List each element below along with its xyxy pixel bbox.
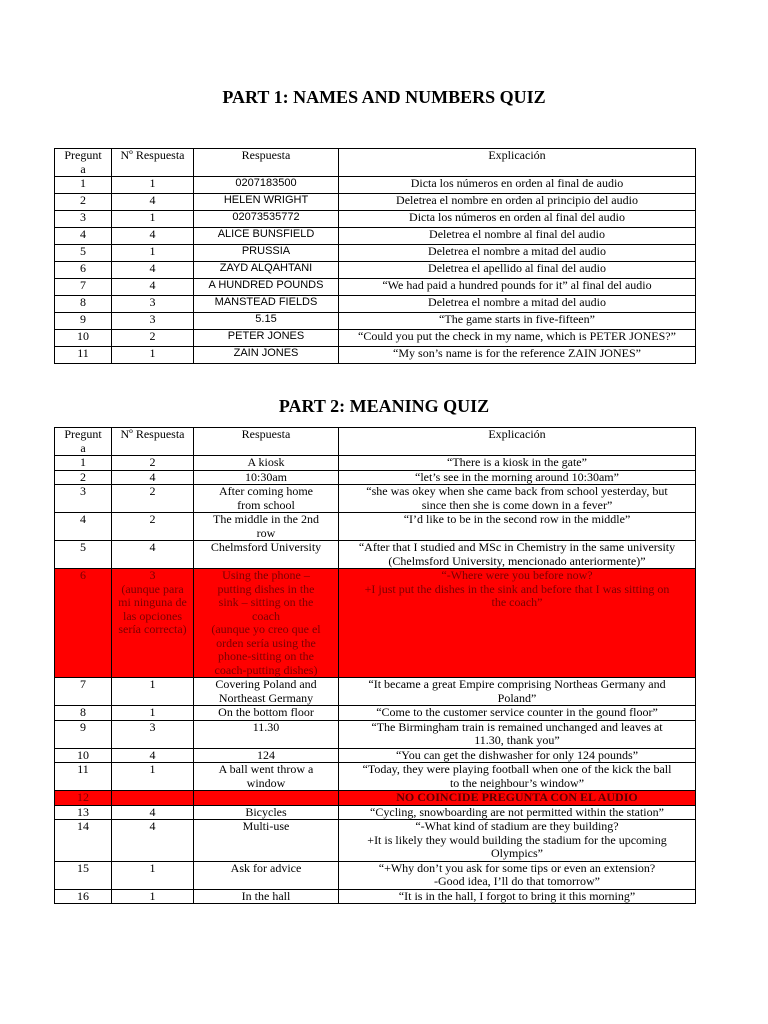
table-row	[55, 720, 696, 748]
table-header-row	[55, 428, 696, 456]
table-header-row	[55, 149, 696, 177]
cell-explicacion: “There is a kiosk in the gate”	[339, 456, 696, 471]
header-pregunta: Pregunt a	[55, 149, 112, 177]
part1-table	[54, 148, 696, 364]
cell-respuesta: ZAYD ALQAHTANI	[194, 262, 339, 279]
cell-respuesta: MANSTEAD FIELDS	[194, 296, 339, 313]
cell-explicacion: Deletrea el nombre a mitad del audio	[339, 245, 696, 262]
table-row	[55, 791, 696, 806]
cell-respuesta: A kiosk	[194, 456, 339, 471]
cell-num-respuesta: 2	[112, 456, 194, 471]
header-respuesta: Respuesta	[194, 428, 339, 456]
cell-pregunta: 1	[55, 456, 112, 471]
cell-num-respuesta: 1	[112, 177, 194, 194]
cell-respuesta: 5.15	[194, 313, 339, 330]
cell-num-respuesta: 2	[112, 485, 194, 513]
cell-explicacion: “Today, they were playing football when one of the kick the ball to the neighbour’s window”	[339, 763, 696, 791]
part2-title: PART 2: MEANING QUIZ	[278, 396, 490, 416]
cell-respuesta: PETER JONES	[194, 330, 339, 347]
cell-explicacion: Dicta los números en orden al final de audio	[339, 177, 696, 194]
cell-num-respuesta: 1	[112, 211, 194, 228]
cell-num-respuesta: 4	[112, 262, 194, 279]
cell-pregunta: 15	[55, 861, 112, 889]
cell-explicacion: “Could you put the check in my name, which is PETER JONES?”	[339, 330, 696, 347]
table-row	[55, 470, 696, 485]
cell-explicacion: “It is in the hall, I forgot to bring it this morning”	[339, 889, 696, 904]
cell-explicacion: “she was okey when she came back from school yesterday, but since then she is come down in a fever”	[339, 485, 696, 513]
cell-explicacion: Deletrea el nombre en orden al principio del audio	[339, 194, 696, 211]
cell-explicacion: Deletrea el apellido al final del audio	[339, 262, 696, 279]
cell-explicacion: “My son’s name is for the reference ZAIN JONES”	[339, 347, 696, 364]
cell-respuesta: Bicycles	[194, 805, 339, 820]
table-row	[55, 706, 696, 721]
cell-num-respuesta: 4	[112, 279, 194, 296]
cell-num-respuesta: 4	[112, 805, 194, 820]
header-num-respuesta: Nº Respuesta	[112, 149, 194, 177]
cell-pregunta: 9	[55, 313, 112, 330]
cell-num-respuesta: 1	[112, 763, 194, 791]
cell-num-respuesta: 4	[112, 748, 194, 763]
table-row	[55, 805, 696, 820]
cell-respuesta: HELEN WRIGHT	[194, 194, 339, 211]
cell-respuesta: Multi-use	[194, 820, 339, 862]
cell-explicacion: “+Why don’t you ask for some tips or even an extension? -Good idea, I’ll do that tomorrow”	[339, 861, 696, 889]
cell-respuesta: A ball went throw a window	[194, 763, 339, 791]
cell-respuesta: Using the phone – putting dishes in the sink – sitting on the coach (aunque yo creo que el orden sería using the phone-sitting on the coach-putting dishes)	[194, 569, 339, 678]
cell-num-respuesta: 2	[112, 513, 194, 541]
table-row	[55, 228, 696, 245]
cell-num-respuesta: 4	[112, 541, 194, 569]
table-row	[55, 748, 696, 763]
cell-pregunta: 16	[55, 889, 112, 904]
table-row	[55, 330, 696, 347]
cell-respuesta: 10:30am	[194, 470, 339, 485]
cell-explicacion: “-What kind of stadium are they building? +It is likely they would building the stadium for the upcoming Olympics”	[339, 820, 696, 862]
cell-respuesta: A HUNDRED POUNDS	[194, 279, 339, 296]
cell-pregunta: 7	[55, 279, 112, 296]
table-row	[55, 194, 696, 211]
cell-explicacion: “let’s see in the morning around 10:30am”	[339, 470, 696, 485]
cell-pregunta: 11	[55, 347, 112, 364]
cell-pregunta: 4	[55, 513, 112, 541]
cell-respuesta: After coming home from school	[194, 485, 339, 513]
table-row	[55, 569, 696, 678]
header-num-respuesta: Nº Respuesta	[112, 428, 194, 456]
cell-pregunta: 5	[55, 541, 112, 569]
cell-pregunta: 3	[55, 211, 112, 228]
cell-respuesta: 0207183500	[194, 177, 339, 194]
cell-pregunta: 4	[55, 228, 112, 245]
cell-pregunta: 9	[55, 720, 112, 748]
cell-respuesta: 02073535772	[194, 211, 339, 228]
cell-num-respuesta: 1	[112, 889, 194, 904]
cell-explicacion: “-Where were you before now? +I just put the dishes in the sink and before that I was sitting on the coach”	[339, 569, 696, 678]
table-row	[55, 541, 696, 569]
cell-pregunta: 12	[55, 791, 112, 806]
part2-table	[54, 427, 696, 904]
cell-num-respuesta: 4	[112, 820, 194, 862]
cell-respuesta: The middle in the 2nd row	[194, 513, 339, 541]
cell-num-respuesta: 1	[112, 678, 194, 706]
cell-explicacion: Deletrea el nombre al final del audio	[339, 228, 696, 245]
cell-respuesta: ZAIN JONES	[194, 347, 339, 364]
cell-num-respuesta: 4	[112, 228, 194, 245]
cell-pregunta: 1	[55, 177, 112, 194]
cell-num-respuesta: 1	[112, 706, 194, 721]
table-row	[55, 279, 696, 296]
table-row	[55, 313, 696, 330]
table-row	[55, 211, 696, 228]
cell-pregunta: 11	[55, 763, 112, 791]
header-respuesta: Respuesta	[194, 149, 339, 177]
cell-num-respuesta: 1	[112, 861, 194, 889]
table-row	[55, 820, 696, 862]
cell-respuesta: Ask for advice	[194, 861, 339, 889]
cell-explicacion: Deletrea el nombre a mitad del audio	[339, 296, 696, 313]
table-row	[55, 296, 696, 313]
cell-pregunta: 8	[55, 706, 112, 721]
cell-respuesta: In the hall	[194, 889, 339, 904]
table-row	[55, 763, 696, 791]
cell-respuesta: On the bottom floor	[194, 706, 339, 721]
cell-respuesta: 11.30	[194, 720, 339, 748]
table-row	[55, 347, 696, 364]
cell-explicacion: “The Birmingham train is remained unchanged and leaves at 11.30, thank you”	[339, 720, 696, 748]
cell-explicacion: “I’d like to be in the second row in the middle”	[339, 513, 696, 541]
table-row	[55, 889, 696, 904]
cell-explicacion: “Come to the customer service counter in the gound floor”	[339, 706, 696, 721]
table-row	[55, 456, 696, 471]
cell-respuesta	[194, 791, 339, 806]
cell-pregunta: 6	[55, 569, 112, 678]
cell-pregunta: 7	[55, 678, 112, 706]
cell-respuesta: Covering Poland and Northeast Germany	[194, 678, 339, 706]
cell-pregunta: 3	[55, 485, 112, 513]
cell-respuesta: Chelmsford University	[194, 541, 339, 569]
cell-explicacion: “The game starts in five-fifteen”	[339, 313, 696, 330]
table-row	[55, 678, 696, 706]
cell-pregunta: 14	[55, 820, 112, 862]
cell-num-respuesta: 3	[112, 313, 194, 330]
cell-explicacion: Dicta los números en orden al final del audio	[339, 211, 696, 228]
cell-respuesta: ALICE BUNSFIELD	[194, 228, 339, 245]
table-row	[55, 513, 696, 541]
cell-explicacion: “We had paid a hundred pounds for it” al final del audio	[339, 279, 696, 296]
cell-respuesta: 124	[194, 748, 339, 763]
table-row	[55, 861, 696, 889]
cell-explicacion: “It became a great Empire comprising Northeas Germany and Poland”	[339, 678, 696, 706]
table-row	[55, 262, 696, 279]
header-explicacion: Explicación	[339, 149, 696, 177]
cell-pregunta: 13	[55, 805, 112, 820]
cell-pregunta: 10	[55, 748, 112, 763]
cell-pregunta: 8	[55, 296, 112, 313]
cell-explicacion: “Cycling, snowboarding are not permitted within the station”	[339, 805, 696, 820]
cell-num-respuesta: 3 (aunque para mi ninguna de las opciones sería correcta)	[112, 569, 194, 678]
cell-num-respuesta: 1	[112, 245, 194, 262]
cell-pregunta: 2	[55, 470, 112, 485]
header-explicacion: Explicación	[339, 428, 696, 456]
cell-num-respuesta: 4	[112, 470, 194, 485]
cell-respuesta: PRUSSIA	[194, 245, 339, 262]
cell-num-respuesta: 1	[112, 347, 194, 364]
cell-pregunta: 6	[55, 262, 112, 279]
cell-num-respuesta	[112, 791, 194, 806]
cell-pregunta: 2	[55, 194, 112, 211]
cell-num-respuesta: 3	[112, 720, 194, 748]
cell-num-respuesta: 3	[112, 296, 194, 313]
cell-pregunta: 5	[55, 245, 112, 262]
table-row	[55, 177, 696, 194]
header-pregunta: Pregunt a	[55, 428, 112, 456]
cell-num-respuesta: 2	[112, 330, 194, 347]
table-row	[55, 245, 696, 262]
cell-pregunta: 10	[55, 330, 112, 347]
cell-explicacion: NO COINCIDE PREGUNTA CON EL AUDIO	[339, 791, 696, 806]
cell-explicacion: “You can get the dishwasher for only 124 pounds”	[339, 748, 696, 763]
cell-num-respuesta: 4	[112, 194, 194, 211]
table-row	[55, 485, 696, 513]
cell-explicacion: “After that I studied and MSc in Chemistry in the same university (Chelmsford University, mencionado anteriormente)”	[339, 541, 696, 569]
part1-title: PART 1: NAMES AND NUMBERS QUIZ	[222, 87, 546, 107]
